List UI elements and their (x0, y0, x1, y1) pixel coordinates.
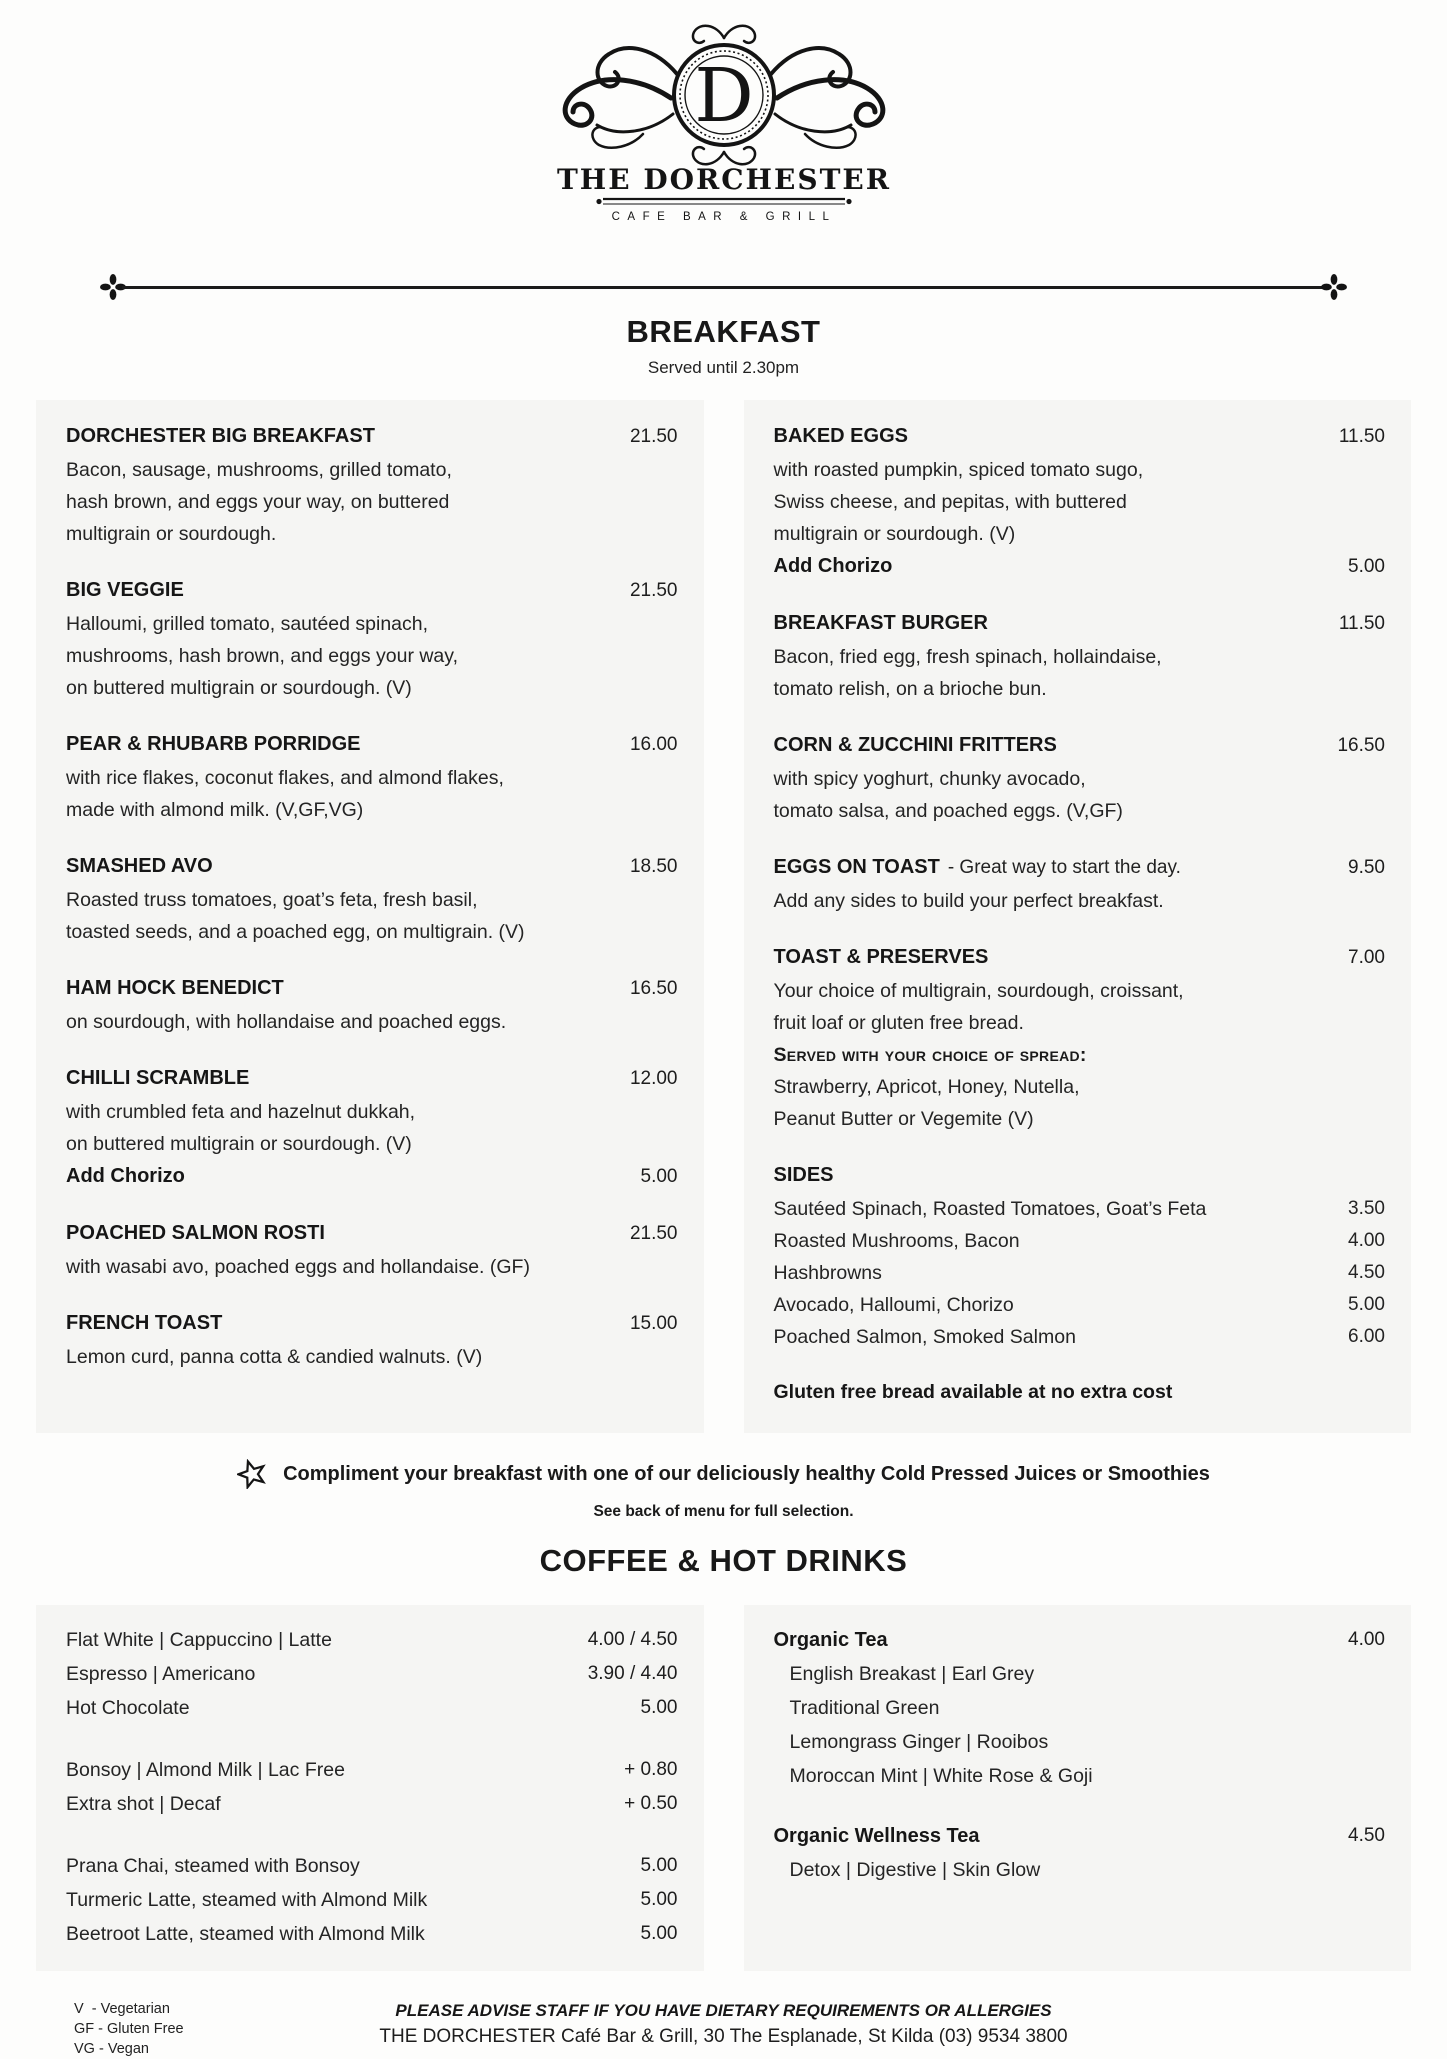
coffee-item-price: 5.00 (640, 1923, 678, 1944)
item-title-note: - Great way to start the day. (947, 857, 1181, 878)
logo-flourish-right (771, 48, 883, 148)
coffee-heading: COFFEE & HOT DRINKS (539, 1543, 908, 1578)
tea-name: Organic Wellness Tea (773, 1825, 980, 1847)
item-price: 11.50 (1338, 426, 1385, 447)
coffee-item-price: + 0.50 (624, 1793, 678, 1814)
item-description-line: fruit loaf or gluten free bread. (773, 1012, 1024, 1034)
menu-item (66, 1307, 678, 1373)
logo-flourish-left (565, 48, 677, 148)
item-title: BIG VEGGIE (66, 579, 184, 601)
item-price: 21.50 (629, 580, 678, 601)
menu-item (66, 1062, 678, 1193)
item-title: FRENCH TOAST (66, 1312, 223, 1334)
item-title: EGGS ON TOAST (773, 856, 940, 878)
coffee-row (66, 1849, 678, 1883)
item-description-line: Add any sides to build your perfect breakfast. (773, 890, 1164, 912)
item-header (66, 1217, 678, 1251)
dietary-legend (74, 1999, 184, 2059)
item-description-line: Bacon, fried egg, fresh spinach, hollaindaise, (773, 646, 1162, 668)
gluten-free-note: Gluten free bread available at no extra cost (773, 1381, 1173, 1403)
side-price: 4.00 (1348, 1230, 1385, 1251)
menu-item (66, 850, 678, 948)
item-description-line: hash brown, and eggs your way, on buttered (66, 491, 450, 513)
venue-address: THE DORCHESTER Café Bar & Grill, 30 The Esplanade, St Kilda (03) 9534 3800 (379, 2026, 1068, 2047)
addon-price: 5.00 (640, 1166, 678, 1187)
breakfast-heading: BREAKFAST (626, 314, 821, 349)
item-title: TOAST & PRESERVES (773, 946, 989, 968)
coffee-group (66, 1623, 678, 1725)
divider-line (122, 286, 1325, 289)
menu-item (774, 607, 1386, 705)
item-name (774, 941, 989, 975)
item-name (774, 420, 908, 454)
item-description-line: with rice flakes, coconut flakes, and almond flakes, (66, 767, 504, 789)
item-description-line: with wasabi avo, poached eggs and hollandaise. (GF) (66, 1256, 530, 1278)
item-title: BAKED EGGS (773, 425, 908, 447)
coffee-row (66, 1623, 678, 1657)
allergy-notice: PLEASE ADVISE STAFF IF YOU HAVE DIETARY REQUIREMENTS OR ALLERGIES (395, 2001, 1052, 2020)
coffee-item-price: 5.00 (640, 1855, 678, 1876)
brand-name: THE DORCHESTER (556, 163, 891, 196)
item-title: BREAKFAST BURGER (773, 612, 988, 634)
item-description-line: Swiss cheese, and pepitas, with buttered (773, 491, 1127, 513)
item-title: POACHED SALMON ROSTI (66, 1222, 325, 1244)
item-description-line: tomato relish, on a brioche bun. (773, 678, 1047, 700)
item-description-line: mushrooms, hash brown, and eggs your way, (66, 645, 458, 667)
item-header (774, 941, 1386, 975)
item-header (774, 729, 1386, 763)
item-price: 16.50 (629, 978, 678, 999)
item-header (66, 1307, 678, 1341)
monogram-letter: D (693, 53, 754, 139)
item-description-line: with spicy yoghurt, chunky avocado, (773, 768, 1086, 790)
menu-item (774, 851, 1386, 917)
side-label: Poached Salmon, Smoked Salmon (773, 1326, 1076, 1348)
item-description-line: Your choice of multigrain, sourdough, croissant, (773, 980, 1184, 1002)
coffee-item-label: Beetroot Latte, steamed with Almond Milk (66, 1923, 425, 1945)
item-title: DORCHESTER BIG BREAKFAST (66, 425, 375, 447)
logo (0, 0, 1447, 230)
side-row (774, 1257, 1386, 1289)
item-description-line: on buttered multigrain or sourdough. (V) (66, 1133, 412, 1155)
coffee-item-price: + 0.80 (624, 1759, 678, 1780)
item-name (66, 1307, 222, 1341)
side-row (774, 1321, 1386, 1353)
item-price: 15.00 (629, 1313, 678, 1334)
menu-item (66, 1217, 678, 1283)
item-description-line: toasted seeds, and a poached egg, on multigrain. (V) (66, 921, 525, 943)
tea-variant: English Breakast | Earl Grey (789, 1663, 1035, 1685)
menu-item (774, 420, 1386, 583)
breakfast-right-column (744, 400, 1412, 1433)
clover-ornament-icon (1321, 274, 1347, 300)
coffee-item-price: 4.00 / 4.50 (587, 1629, 678, 1650)
item-addon-row (774, 550, 1386, 583)
promo-line1: Compliment your breakfast with one of our deliciously healthy Cold Pressed Juices or Smoothies (283, 1462, 1210, 1485)
side-price: 4.50 (1348, 1262, 1385, 1283)
legend-row: GF - Gluten Free (74, 2021, 184, 2037)
menu-item (66, 420, 678, 550)
side-row (774, 1225, 1386, 1257)
side-label: Avocado, Halloumi, Chorizo (773, 1294, 1014, 1316)
menu-item (774, 1377, 1386, 1407)
side-row (774, 1193, 1386, 1225)
legend-row: VG - Vegan (74, 2041, 149, 2057)
logo-graphic (539, 16, 909, 230)
item-name (66, 574, 184, 608)
breakfast-menu (36, 400, 1411, 1433)
item-header (66, 420, 678, 454)
item-description-line: multigrain or sourdough. (V) (773, 523, 1016, 545)
item-description-line: multigrain or sourdough. (66, 523, 277, 545)
item-description-line: Peanut Butter or Vegemite (V) (773, 1108, 1034, 1130)
item-description-line: tomato salsa, and poached eggs. (V,GF) (773, 800, 1123, 822)
item-name (774, 1159, 834, 1193)
item-name (66, 850, 213, 884)
addon-label: Add Chorizo (66, 1165, 185, 1187)
item-description-line: made with almond milk. (V,GF,VG) (66, 799, 364, 821)
item-addon-row (66, 1160, 678, 1193)
wordmark-rules (596, 199, 851, 204)
coffee-left-column (36, 1605, 704, 1971)
coffee-item-label: Flat White | Cappuccino | Latte (66, 1629, 332, 1651)
item-header (66, 574, 678, 608)
coffee-menu (36, 1605, 1411, 1971)
tea-variant: Traditional Green (789, 1697, 940, 1719)
tea-variant: Moroccan Mint | White Rose & Goji (789, 1765, 1093, 1787)
menu-item (66, 728, 678, 826)
coffee-item-label: Extra shot | Decaf (66, 1793, 221, 1815)
tea-header (774, 1819, 1386, 1853)
coffee-row (66, 1917, 678, 1951)
item-price: 12.00 (629, 1068, 678, 1089)
item-description-line: Roasted truss tomatoes, goat’s feta, fresh basil, (66, 889, 478, 911)
item-price: 7.00 (1348, 947, 1385, 968)
coffee-item-label: Prana Chai, steamed with Bonsoy (66, 1855, 360, 1877)
side-price: 5.00 (1348, 1294, 1385, 1315)
item-description-line: with crumbled feta and hazelnut dukkah, (66, 1101, 416, 1123)
addon-label: Add Chorizo (773, 555, 893, 577)
item-title: CHILLI SCRAMBLE (66, 1067, 250, 1089)
menu-item (66, 972, 678, 1038)
item-name (66, 728, 360, 762)
side-price: 3.50 (1348, 1198, 1385, 1219)
item-title: SIDES (773, 1164, 834, 1186)
item-price: 21.50 (629, 426, 678, 447)
side-price: 6.00 (1348, 1326, 1385, 1347)
item-header (66, 972, 678, 1006)
item-name (774, 607, 988, 641)
item-price: 16.00 (629, 734, 678, 755)
item-description-line: Strawberry, Apricot, Honey, Nutella, (773, 1076, 1080, 1098)
tea-price: 4.00 (1348, 1629, 1385, 1650)
item-name (774, 851, 1181, 885)
item-title: PEAR & RHUBARB PORRIDGE (66, 733, 361, 755)
tea-variant: Lemongrass Ginger | Rooibos (789, 1731, 1049, 1753)
tea-name: Organic Tea (773, 1629, 888, 1651)
star-icon (237, 1459, 267, 1489)
menu-item (774, 941, 1386, 1135)
coffee-group (66, 1753, 678, 1821)
item-name (774, 729, 1057, 763)
tea-variant: Detox | Digestive | Skin Glow (789, 1859, 1041, 1881)
tea-header (774, 1623, 1386, 1657)
coffee-row (66, 1883, 678, 1917)
item-title: CORN & ZUCCHINI FRITTERS (773, 734, 1057, 756)
coffee-right-column (744, 1605, 1412, 1971)
coffee-item-label: Espresso | Americano (66, 1663, 256, 1685)
coffee-row (66, 1691, 678, 1725)
item-description-line: with roasted pumpkin, spiced tomato sugo, (773, 459, 1144, 481)
side-label: Roasted Mushrooms, Bacon (773, 1230, 1020, 1252)
menu-item (774, 1159, 1386, 1353)
coffee-row (66, 1753, 678, 1787)
breakfast-subtitle: Served until 2.30pm (647, 358, 800, 377)
item-header (774, 420, 1386, 454)
brand-tagline: CAFE BAR & GRILL (611, 211, 836, 223)
ornamental-divider (100, 274, 1347, 300)
coffee-item-price: 3.90 / 4.40 (587, 1663, 678, 1684)
item-description-line: Lemon curd, panna cotta & candied walnuts. (V) (66, 1346, 483, 1368)
coffee-row (66, 1657, 678, 1691)
item-header (774, 1159, 1386, 1193)
tea-price: 4.50 (1348, 1825, 1385, 1846)
item-header (774, 851, 1386, 885)
item-title: HAM HOCK BENEDICT (66, 977, 284, 999)
item-spread-note: Served with your choice of spread: (773, 1044, 1087, 1066)
coffee-row (66, 1787, 678, 1821)
item-description-line: Halloumi, grilled tomato, sautéed spinach, (66, 613, 429, 635)
item-name (66, 1217, 325, 1251)
footer (0, 2001, 1447, 2057)
menu-item (774, 729, 1386, 827)
addon-price: 5.00 (1348, 556, 1385, 577)
item-description-line: on buttered multigrain or sourdough. (V) (66, 677, 412, 699)
item-title: SMASHED AVO (66, 855, 213, 877)
coffee-item-label: Hot Chocolate (66, 1697, 190, 1719)
item-header (66, 850, 678, 884)
legend-row: V - Vegetarian (74, 2001, 170, 2017)
item-header (774, 607, 1386, 641)
promo-line2: See back of menu for full selection. (593, 1503, 854, 1520)
menu-item (66, 574, 678, 704)
item-description-line: Bacon, sausage, mushrooms, grilled tomato, (66, 459, 452, 481)
item-price: 16.50 (1337, 735, 1385, 756)
promo-note (0, 1459, 1447, 1489)
coffee-group (66, 1849, 678, 1951)
item-name (66, 420, 375, 454)
coffee-item-price: 5.00 (640, 1889, 678, 1910)
item-price: 11.50 (1338, 613, 1385, 634)
side-label: Sautéed Spinach, Roasted Tomatoes, Goat’s Feta (773, 1198, 1207, 1220)
coffee-item-label: Bonsoy | Almond Milk | Lac Free (66, 1759, 345, 1781)
item-price: 18.50 (629, 856, 678, 877)
tea-group (774, 1623, 1386, 1793)
item-description-line: on sourdough, with hollandaise and poached eggs. (66, 1011, 507, 1033)
item-price: 21.50 (629, 1223, 678, 1244)
coffee-item-price: 5.00 (640, 1697, 678, 1718)
side-row (774, 1289, 1386, 1321)
breakfast-left-column (36, 400, 704, 1433)
tea-group (774, 1819, 1386, 1887)
item-name (66, 1062, 249, 1096)
coffee-item-label: Turmeric Latte, steamed with Almond Milk (66, 1889, 428, 1911)
item-header (66, 728, 678, 762)
item-name (66, 972, 284, 1006)
side-label: Hashbrowns (773, 1262, 882, 1284)
item-header (66, 1062, 678, 1096)
item-price: 9.50 (1348, 857, 1385, 878)
